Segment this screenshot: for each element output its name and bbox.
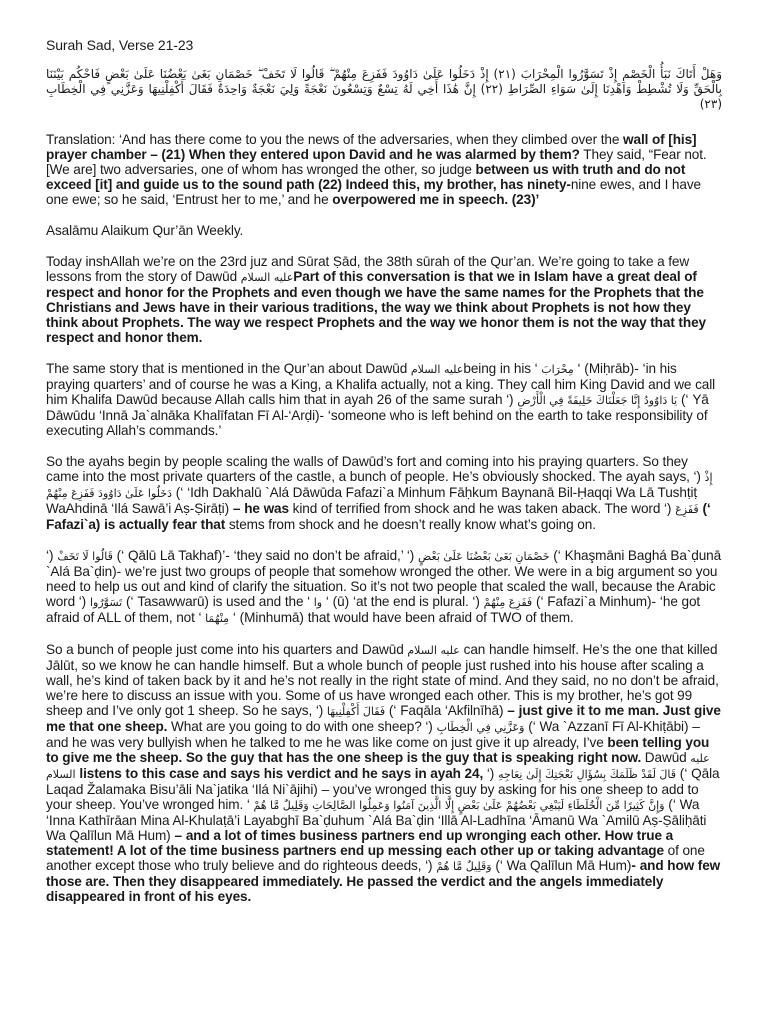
document-page — [46, 38, 722, 920]
paragraph-text: ‘ (ū) ‘at the end is plural. ‘) — [322, 594, 484, 609]
arabic-word: مِنْهُمَا — [205, 612, 230, 625]
paragraph-text: So a bunch of people just come into his quarters and Dawūd — [46, 642, 408, 657]
paragraph-bold-text: (‘ Fafazi`a) is actually fear that — [46, 501, 711, 532]
paragraph-text: ‘) — [483, 766, 499, 781]
arabic-quote: خَصْمَانِ بَغَىٰ بَعْضُنَا عَلَىٰ بَعْضٍ — [418, 550, 550, 563]
paragraph-text: (‘ Qālū Lā Takhaf)’- ‘they said no don’t be afraid,’ ‘) — [112, 548, 419, 563]
paragraph-text: ‘) — [46, 548, 58, 563]
paragraph-bold-text: – just give it to me man. Just give me that one sheep. — [46, 703, 721, 734]
paragraph-bold-text: been telling you to give me the sheep. So the guy that has the one sheep is the guy that is speaking right now. — [46, 735, 710, 765]
intro-paragraph — [46, 254, 722, 345]
dont-be-afraid-paragraph — [46, 548, 722, 626]
paragraph-text: stems from shock and he doesn’t really know what’s going on. — [225, 517, 596, 532]
scaling-walls-paragraph — [46, 454, 722, 532]
arabic-word: فَفَزِعَ — [675, 503, 699, 516]
arabic-word: وا — [313, 596, 323, 609]
arabic-quote: قَالُوا لَا تَخَفْ — [57, 550, 113, 563]
paragraph-text: (‘ Tasawwarū) is used and the ‘ — [122, 594, 314, 609]
document-title: Surah Sad, Verse 21-23 — [46, 37, 194, 53]
paragraph-text: (‘ Faqāla ‘Akfilnīhā) — [385, 703, 504, 718]
arabic-honorific: عليه السلام — [410, 363, 464, 376]
translation-bold-text: between us with truth and do not exceed [it] and guide us to the sound path (22) Indeed this, my brother, has ninety- — [46, 162, 686, 192]
paragraph-bold-text: – and a lot of times business partners end up wronging each other. How true a statement! A lot of the time business partners end up messing each other up or taking advantage — [46, 828, 674, 858]
paragraph-bold-text: - and how few those are. Then they disappeared immediately. He passed the verdict and the angels immediately disappeared in front of his eyes. — [46, 858, 721, 904]
arabic-honorific: عليه السلام — [407, 644, 460, 657]
paragraph-text: (‘ ‘Idh Dakhalū `Alá Dāwūda Fafazi`a Minhum Fāḥkum Baynanā Bil-Ḥaqqi Wa Lā Tushṭiṭ WaAhdinā ‘Ilá Sawā’i Aṣ-Ṣirāṭi) — [46, 485, 698, 516]
translation-text: nine ewes, and I have one ewe; so he said, ‘Entrust her to me,’ and he — [46, 177, 701, 207]
paragraph-bold-text: listens to this case and says his verdict and he says in ayah 24, — [75, 766, 484, 781]
paragraph-text: kind of terrified from shock and he was taken aback. The word ‘) — [288, 501, 676, 516]
translation-bold-text: overpowered me in speech. (23)’ — [332, 192, 540, 207]
paragraph-text: (‘ Wa Qalīlun Mā Hum) — [491, 858, 632, 873]
mihrab-paragraph — [46, 361, 722, 438]
paragraph-text: (‘ Wa ‘Inna Kathīrāan Mina Al-Khulaṭā’i Layabghī Ba`ḍuhum `Alá Ba`ḍin ‘Illā Al-Ladhīna ‘Āmanū Wa `Amilū Aṣ-Ṣāliḥāti Wa Qalīlun Mā Hum) — [46, 797, 707, 843]
paragraph-text: (‘ Yā Dāwūdu ‘Innā Ja`alnāka Khalīfatan Fī Al-‘Arḍi)- ‘someone who is left behind on the earth to take responsibility of executing Allah’s commands.’ — [46, 392, 709, 438]
arabic-word: تَسَوَّرُوا — [89, 596, 123, 609]
paragraph-text: (‘ Wa `Azzanī Fī Al-Khiṭābi) – and he was very bullyish when he talked to me he was like come on just give it up already, I’ve — [46, 719, 700, 750]
paragraph-text: ‘ (Miḥrāb)- ‘in his praying quarters’ and of course he was a King, a Khalifa actually, not a king. They call him King David and we call him Khalifa Dawūd because Allah calls him that in ayah 26 of the same surah ‘) — [46, 361, 716, 407]
translation-bold-text: wall of [his] prayer chamber – (21) When they entered upon David and he was alarmed by them? — [46, 132, 697, 162]
arabic-word: مِحْرَابَ — [541, 363, 574, 376]
paragraph-text: The same story that is mentioned in the Qur’an about Dawūd — [46, 361, 411, 376]
paragraph-bold-text: Part of this conversation is that we in Islam have a great deal of respect and honor for the Prophets and even though we have the same names for the Prophets that the Christians and Jews have in their various traditions, the way we think about Prophets is not how they think about Prophets. The way we respect Prophets and the way we honor them is not the way that they respect and honor them. — [46, 269, 706, 345]
arabic-quote: قَالَ لَقَدْ ظَلَمَكَ بِسُؤَالِ نَعْجَتِكَ إِلَىٰ نِعَاجِهِ — [498, 768, 677, 781]
verdict-paragraph — [46, 642, 722, 904]
paragraph-text: (‘ Khaşmāni Baghá Ba`ḍunā `Alá Ba`ḍin)- we’re just two groups of people that somehow wronged the other. We were in a big argument so you need to help us out and kind of clarify the situation. So it’s not two people that scaled the wall, because the Arabic word ‘) — [46, 548, 722, 609]
arabic-honorific: عليه السلام — [240, 271, 294, 284]
translation-text: Translation: ‘And has there come to you the news of the adversaries, when they climbed over the — [46, 132, 624, 147]
paragraph-text: What are you going to do with one sheep? ‘) — [167, 719, 437, 734]
paragraph-text: of one another except those who truly believe and do righteous deeds, ‘) — [46, 843, 705, 873]
arabic-quote: فَفَزِعَ مِنْهُمْ — [483, 596, 533, 609]
paragraph-text: (‘ Fafazi`a Minhum)- ‘he got afraid of ALL of them, not ‘ — [46, 594, 701, 625]
arabic-honorific: عليه السلام — [46, 752, 710, 781]
paragraph-text: (‘ Qāla Laqad Žalamaka Bisu’āli Na`jatika ‘Ilá Ni`ājihi) – you’ve wronged this guy by asking for his one sheep to add to your sheep. You’ve wronged him. ‘ — [46, 766, 720, 812]
paragraph-text: Today inshAllah we’re on the 23rd juz and Sūrat Ṣād, the 38th sūrah of the Qur’an. We’re going to take a few lessons from the story of Dawūd — [46, 254, 690, 284]
paragraph-text: ‘ (Minhumā) that would have been afraid of TWO of them. — [229, 610, 574, 625]
paragraph-bold-text: – he was — [229, 501, 289, 516]
paragraph-text: So the ayahs begin by people scaling the walls of Dawūd’s fort and coming into his praying quarters. So they came into the most private quarters of the castle, a bunch of people. He’s obviously shocked. The ayah says, ‘) — [46, 454, 705, 484]
paragraph-text: Dawūd — [641, 750, 691, 765]
paragraph-text: being in his ‘ — [463, 361, 542, 376]
arabic-quote: إِذْ دَخَلُوا عَلَىٰ دَاوُودَ فَفَزِعَ مِنْهُمْ — [46, 471, 713, 500]
translation-paragraph — [46, 132, 722, 207]
translation-text: They said, “Fear not. [We are] two adversaries, one of whom has wronged the other, so judge — [46, 147, 707, 177]
arabic-quote: يَا دَاوُودُ إِنَّا جَعَلْنَاكَ خَلِيفَةً فِي الْأَرْضِ — [517, 394, 678, 407]
arabic-verse-text: وَهَلْ أَتَاكَ نَبَأُ الْخَصْمِ إِذْ تَسَوَّرُوا الْمِحْرَابَ (٢١) إِذْ دَخَلُوا عَلَىٰ دَاوُودَ فَفَزِعَ مِنْهُمْ ۖ قَالُوا لَا تَخَفْ ۖ خَصْمَانِ بَغَىٰ بَعْضُنَا عَلَىٰ بَعْضٍ فَاحْكُم بَيْنَنَا بِالْحَقِّ وَلَا تُشْطِطْ وَاهْدِنَا إِلَىٰ سَوَاءِ الصِّرَاطِ (٢٢) إِنَّ هَٰذَا أَخِي لَهُ تِسْعٌ وَتِسْعُونَ نَعْجَةً وَلِيَ نَعْجَةٌ وَاحِدَةٌ فَقَالَ أَكْفِلْنِيهَا وَعَزَّنِي فِي الْخِطَابِ (٢٣) — [46, 67, 723, 111]
arabic-quote: وَإِنَّ كَثِيرًا مِّنَ الْخُلَطَاءِ لَيَبْغِي بَعْضُهُمْ عَلَىٰ بَعْضٍ إِلَّا الَّذِينَ آمَنُوا وَعَمِلُوا الصَّالِحَاتِ وَقَلِيلٌ مَّا هُمْ — [253, 799, 665, 812]
arabic-quote: وَعَزَّنِي فِي الْخِطَابِ — [436, 721, 525, 734]
arabic-quote: فَقَالَ أَكْفِلْنِيهَا — [326, 705, 386, 718]
greeting-paragraph: Asalāmu Alaikum Qur’ān Weekly. — [46, 223, 244, 238]
arabic-quote: وَقَلِيلٌ مَّا هُمْ — [436, 860, 492, 873]
paragraph-text: can handle himself. He’s the one that killed Jālūt, so we know he can handle himself. But a whole bunch of people just rushed into his house after scaling a wall, he’s kind of taken back by it and he’s not really in the right state of mind. And they said, no no don’t be afraid, we’re here to discuss an issue with you. Some of us have wronged each other. This is my brother, he’s got 99 sheep and I’ve only got 1 sheep. So he says, ‘) — [46, 642, 719, 718]
